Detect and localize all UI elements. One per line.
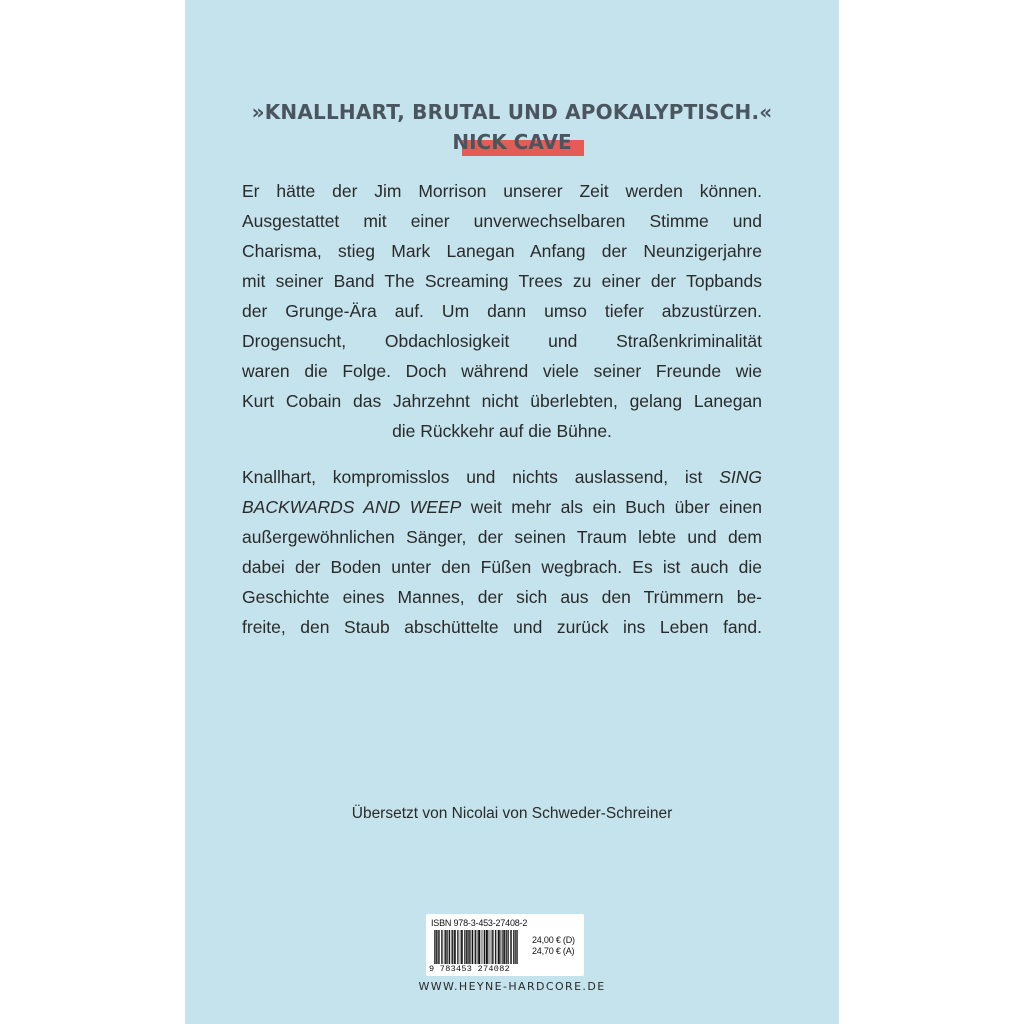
blurb-line bbox=[242, 492, 762, 522]
barcode-bar bbox=[455, 930, 456, 964]
barcode-bar bbox=[504, 930, 505, 964]
barcode-bar bbox=[457, 930, 458, 964]
barcode-bar bbox=[459, 930, 460, 964]
barcode-bar bbox=[501, 930, 502, 964]
barcode-bar bbox=[505, 930, 506, 964]
barcode-bar bbox=[499, 930, 500, 964]
barcode-bar bbox=[472, 930, 473, 964]
barcode-bar bbox=[508, 930, 509, 964]
barcode-bar bbox=[489, 930, 490, 964]
barcode-bar bbox=[493, 930, 494, 964]
blurb-line: dabei der Boden unter den Füßen wegbrach. Es ist auch die bbox=[242, 557, 762, 577]
barcode-bar bbox=[475, 930, 476, 964]
barcode-bar bbox=[482, 930, 483, 964]
barcode-bar bbox=[484, 930, 485, 964]
barcode-bar bbox=[439, 930, 440, 964]
barcode-icon bbox=[434, 930, 518, 964]
blurb-line: der Grunge-Ära auf. Um dann umso tiefer abzustürzen. bbox=[242, 301, 762, 321]
barcode-bar bbox=[502, 930, 503, 964]
barcode-bar bbox=[445, 930, 446, 964]
barcode-bar bbox=[464, 930, 465, 964]
barcode-bar bbox=[449, 930, 450, 964]
barcode-bar bbox=[506, 930, 507, 964]
isbn-number: ISBN 978-3-453-27408-2 bbox=[431, 918, 528, 928]
barcode-bar bbox=[449, 930, 450, 964]
barcode-bar bbox=[477, 930, 478, 964]
barcode-bar bbox=[462, 930, 463, 964]
quote-author-block bbox=[185, 130, 839, 160]
book-back-cover bbox=[185, 0, 839, 1024]
barcode-bar bbox=[475, 930, 476, 964]
barcode-bar bbox=[461, 930, 462, 964]
barcode-bar bbox=[515, 930, 516, 964]
barcode-bar bbox=[516, 930, 517, 964]
blurb-line: die Rückkehr auf die Bühne. bbox=[392, 421, 612, 441]
barcode-bar bbox=[507, 930, 508, 964]
translator-credit: Übersetzt von Nicolai von Schweder-Schreiner bbox=[351, 805, 673, 822]
blurb-paragraph-1 bbox=[242, 176, 762, 446]
barcode-bar bbox=[437, 930, 438, 964]
barcode-bar bbox=[442, 930, 443, 964]
barcode-bar bbox=[513, 930, 514, 964]
barcode-bar bbox=[446, 930, 447, 964]
barcode-bar bbox=[486, 930, 487, 964]
barcode-bar bbox=[492, 930, 493, 964]
barcode-bar bbox=[447, 930, 448, 964]
barcode-bar bbox=[479, 930, 480, 964]
price-germany: 24,00 € (D) bbox=[532, 935, 575, 945]
blurb-line: mit seiner Band The Screaming Trees zu einer der Topbands bbox=[242, 271, 762, 291]
blurb-line: Drogensucht, Obdachlosigkeit und Straßenkriminalität bbox=[242, 331, 762, 351]
barcode-bar bbox=[478, 930, 479, 964]
blurb-line: waren die Folge. Doch während viele seiner Freunde wie bbox=[242, 361, 762, 381]
blurb-line: Er hätte der Jim Morrison unserer Zeit werden können. bbox=[242, 181, 762, 201]
barcode-bar bbox=[517, 930, 518, 964]
blurb-text: Knallhart, kompromisslos und nichts auslassend, ist bbox=[242, 467, 703, 487]
book-title-italic: SING bbox=[719, 467, 762, 487]
barcode-bar bbox=[473, 930, 474, 964]
blurb-line bbox=[242, 462, 762, 492]
barcode-bar bbox=[503, 930, 504, 964]
review-quote: »KNALLHART, BRUTAL UND APOKALYPTISCH.« bbox=[251, 100, 773, 124]
barcode-bar bbox=[436, 930, 437, 964]
blurb-line: Kurt Cobain das Jahrzehnt nicht überlebten, gelang Lanegan bbox=[242, 391, 762, 411]
barcode-bar bbox=[498, 930, 499, 964]
blurb-line: außergewöhnlichen Sänger, der seinen Traum lebte und dem bbox=[242, 527, 762, 547]
barcode-digits: 9 783453 274082 bbox=[429, 964, 511, 974]
blurb-line: Charisma, stieg Mark Lanegan Anfang der Neunzigerjahre bbox=[242, 241, 762, 261]
barcode-bar bbox=[466, 930, 467, 964]
barcode-bar bbox=[468, 930, 469, 964]
barcode-bar bbox=[487, 930, 488, 964]
barcode-bar bbox=[434, 930, 435, 964]
quote-author: NICK CAVE bbox=[452, 130, 572, 154]
barcode-bar bbox=[441, 930, 442, 964]
barcode-bar bbox=[454, 930, 455, 964]
barcode-bar bbox=[484, 930, 485, 964]
barcode-bar bbox=[510, 930, 511, 964]
barcode-bar bbox=[438, 930, 439, 964]
barcode-bar bbox=[452, 930, 453, 964]
barcode-bar bbox=[498, 930, 499, 964]
barcode-bar bbox=[514, 930, 515, 964]
book-title-italic: BACKWARDS AND WEEP bbox=[242, 497, 462, 517]
barcode-bar bbox=[452, 930, 453, 964]
barcode-bar bbox=[467, 930, 468, 964]
barcode-bar bbox=[487, 930, 488, 964]
barcode-bar bbox=[511, 930, 512, 964]
barcode-bar bbox=[445, 930, 446, 964]
blurb-text: weit mehr als ein Buch über einen bbox=[470, 497, 762, 517]
barcode-label bbox=[426, 914, 584, 976]
blurb-line: Geschichte eines Mannes, der sich aus den Trümmern be- bbox=[242, 587, 762, 607]
barcode-bar bbox=[435, 930, 436, 964]
price-austria: 24,70 € (A) bbox=[532, 946, 575, 956]
publisher-website: WWW.HEYNE-HARDCORE.DE bbox=[418, 980, 606, 993]
barcode-bar bbox=[454, 930, 455, 964]
barcode-bar bbox=[480, 930, 481, 964]
blurb-paragraph-2 bbox=[242, 462, 762, 642]
barcode-bar bbox=[496, 930, 497, 964]
blurb-line: Ausgestattet mit einer unverwechselbaren Stimme und bbox=[242, 211, 762, 231]
barcode-bar bbox=[469, 930, 470, 964]
blurb-line: freite, den Staub abschüttelte und zurück ins Leben fand. bbox=[242, 617, 762, 637]
barcode-bar bbox=[466, 930, 467, 964]
barcode-bar bbox=[470, 930, 471, 964]
barcode-bar bbox=[461, 930, 462, 964]
barcode-bar bbox=[495, 930, 496, 964]
barcode-bar bbox=[491, 930, 492, 964]
